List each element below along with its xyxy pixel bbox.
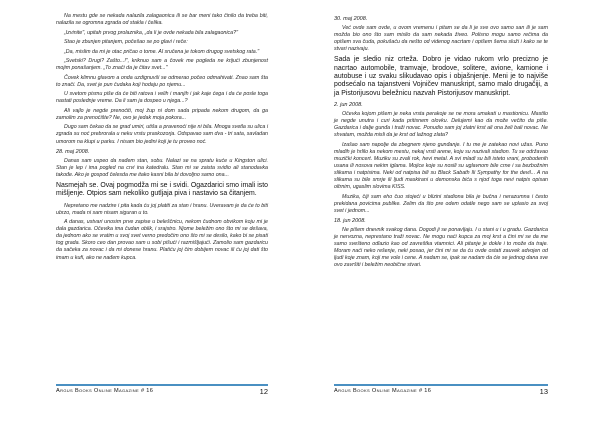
paragraph: U svetom pismu piše da će biti ratova i velih i manjih i jak kaje ćega i da će posle toga nastati poslednje vreme. Da li sam ja dospeo u njega...? [56,91,268,105]
paragraph: Očevka kojom pišem je neka vrsta perakoje se ne mora umakati u mastionicu. Mastilo je negde unutra i curi kada pritisnem olovku. Delujemi kao da može večito da piše. Gazdarica i dalje gunđa i traži novac. Ponudio sam joj zlatni krst ali ona želi bali novac. Ne shvatam, možda misli da je krst od lažnog zlata? [334,110,548,139]
paragraph: Na mestu gde se nekada nalazila zalagaonica ili se bar meni tako činilo da treba biti, nalazila se ogromna zgrada od stakla i čelika. [56,13,268,27]
paragraph: „Svetski? Drugi? Zašto...!", kriknuo sam a čovek me pogleda ne krijući zbunjenost mojim ponašanjem. „To znači da je čitav svet..." [56,58,268,72]
footer-rule [56,384,268,386]
page-number: 12 [259,387,268,396]
diary-date: 28. maj 2008. [56,148,90,155]
left-text-column [56,13,268,264]
magazine-title: Argus Books Online Magazine # 16 [56,388,154,394]
paragraph: Ali vajlo je negde prenoćiti, moj žup ni dom sada pripada nekom drugom, da ga zamolim za prenoćište? Ne, ovo je jedak moja pokora... [56,107,268,121]
paragraph: Izašao sam napolje da zbegnem njeno gunđanje. I tu me je zatekao novi užas. Puno mladih je hrlilo ka nekom mestu, nekaj vrsti arene, koju su nazivali stadion. Tu se održavao muzički koncert. Muziku su zvali rok, hevi metal. A svi mladi su bili isteto vrani, probodenih usana ili nosova nekim iglama. Mojice koje su nosili su uglavnom bile crne i sa bezbožnim slikama i natpisima. Neki od natpisa bili su Black Sabath Ili Sympathy for the devil... A na slikama su bile smrje ili ljudi maskirani u demonska bića s njod toga nevi natpis opisan oltrnim, ugaslim slovima KISS. [334,141,548,191]
narrator-paragraph: Sada je sledio niz crteža. Dobro je vidao rukom vrlo precizno je nacrtao automobile, tramvaje, brodove, solitere, avione, kamione i autobuse i uz svaku slikudavao opis i objašnjenje. Meni je to najviše podsećalo na tajanstveni Vojničev manuskript, samo malo drugačiji, a ja Pistorijusovu beležnicu nazvah Pistorijusov manuskript. [334,56,548,97]
paragraph: Danas sam uspeo da nađem stan, sobu. Nalazi se na spratu kuće u Kingston ulici. Stan je lep i ima pogled na crvi ina katedralu. Stan mi se zaista svidio ali stanodavka takođe. Ako je gospođ čelesda me itako kasni bila bi dovoljno samo ona... [56,157,268,178]
narrator-paragraph: Nasmejah se. Ovaj pogmodža mi se i svidi. Ogazdarici smo imali isto mišljenje. Otpios sam nekoliko gutljaja piva i nastavio sa čitanjem. [56,181,268,198]
magazine-title: Argus Books Online Magazine # 16 [334,388,432,394]
paragraph: Ne pišem dnevnik svakog dana. Dogodi ji se ponavljaju. I u stani u i u gradu. Gazdarica je nervozna, neprestano traži novac. Ne mogu naći kupca za moj krst a čini mi se da me samo svešteno odlazio kao od zavreštka vtamnici. Ali pitanje je dokle i to može da traje. Moram naći neko rešenje, neki posao, jer čini mi se da ću ovde ostati zauvek advojen od ljudi koje znam, koji me vole i cene. A nadam se, ipak se nadam da ćie se jednog dana sve ovo završiti i beležim neobične stvari. [334,226,548,269]
right-page [300,0,600,424]
footer-rule [334,384,548,386]
diary-date: 18. jun 2008. [334,217,366,224]
page-number: 13 [539,387,548,396]
right-text-column [334,13,548,272]
paragraph: Čovek klimnu glavom a onda uzdignuvši se odmerao počeo odmahivati. Znao sam šta to znači. Da, svet je pun čudaka koji hodaju po njemu... [56,74,268,88]
paragraph: Stao je zbunjen pitanjem, počešao se po glavi i reče: [64,39,188,46]
left-page-footer [56,384,268,398]
paragraph: Nepretano me nadzire i pita kada ću joj platiti za stan i hranu. Uveravam je da će to biti ubrzo, mada ni sam nisam siguran u to. [56,202,268,216]
paragraph: „Izvinite", upitah prvog prolaznika, „da li je ovde nekada bila zalagaonica?" [64,29,238,36]
paragraph: Muzika, čiji sam eho čuo stojeći u blizini stadiona bila je bučna i nerazumna i često prekidana povicima publike. Zelim da što pre odem odatle nego sam se uplasio za svoj svet i jednom... [334,193,548,214]
right-page-footer [334,384,548,398]
diary-date: 30. maj 2008. [334,16,368,22]
paragraph: Već ovde sam ovde, u ovom vremenu i pitam se da li je sve ovo samo san ili je sam možda bio ono što sam mislio da sam nekada živeo. Polisno mogu samo rečima da opišem sva čuda, pokušaću da nešto od videnog nacrtam i opišem šema služi i kako se te stvari nazivaju. [334,25,548,53]
paragraph: „Da, mislim da mi je otac pričao o tome. Al sručena je tokom drugog svetskog rata." [64,48,260,55]
paragraph: A danas, ustvari unosim prve zapise u beleščnicu, nekom čudnom obvikom koju mi je dala gazdarica. Očevika ima čudan oblik, i srajstro. Njome beležim ono što mi se dešava, da jednom ako se vratim u svoj svet verno predočim ono što mi se desilo, kako bi se pisati tog grada. Skoro ceo dan provao sam u sobi pišući i razmišljajući. Zamolio sam gazdaricu da sačeka za novac i da mi donese hranu. Platiću joj čim dobijem novac ili ću joj dati što imam u kufi, ako ne nađem kupca. [56,219,268,261]
paragraph: Dugo sam čekao da se grad umiri, utiša a pravenoći nije ni bila. Mnoga svetla su ulica i zgrada su noć prebrorala u neku vrstu praskozorja. Odspavao sam dva - tri sata, savladan umorom na klupi u parku. I nisam bio jedini koji je tu proveo noć. [56,124,268,145]
diary-date: 2. jun 2008. [334,101,363,108]
